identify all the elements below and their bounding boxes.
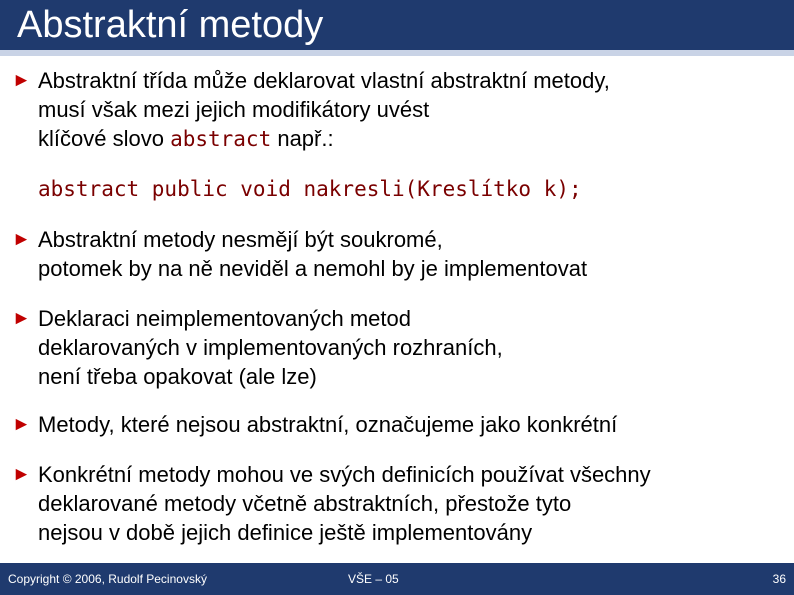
bullet-3-line-3: není třeba opakovat (ale lze) bbox=[38, 364, 317, 389]
title-underline bbox=[0, 50, 794, 56]
bullet-arrow-icon: ► bbox=[12, 464, 31, 485]
bullet-5 bbox=[12, 460, 787, 550]
bullet-1-line-1: Abstraktní třída může deklarovat vlastní abstraktní metody, bbox=[38, 68, 610, 93]
page-number: 36 bbox=[772, 572, 786, 586]
bullet-1-line-3-prefix: klíčové slovo bbox=[38, 126, 171, 151]
bullet-4 bbox=[12, 410, 787, 440]
slide-title: Abstraktní metody bbox=[17, 4, 324, 46]
bullet-2-text bbox=[38, 225, 788, 283]
bullet-2 bbox=[12, 225, 787, 285]
bullet-3 bbox=[12, 304, 787, 394]
bullet-1-line-2: musí však mezi jejich modifikátory uvést bbox=[38, 97, 430, 122]
bullet-arrow-icon: ► bbox=[12, 414, 31, 435]
footer-center: VŠE – 05 bbox=[348, 572, 399, 586]
bullet-1-line-3-suffix: např.: bbox=[271, 126, 334, 151]
bullet-5-line-2: deklarované metody včetně abstraktních, přestože tyto bbox=[38, 491, 572, 516]
footer-bar bbox=[0, 563, 794, 595]
bullet-arrow-icon: ► bbox=[12, 70, 31, 91]
bullet-1 bbox=[12, 66, 787, 156]
bullet-5-text bbox=[38, 460, 788, 547]
bullet-3-text bbox=[38, 304, 788, 391]
bullet-3-line-2: deklarovaných v implementovaných rozhraních, bbox=[38, 335, 503, 360]
code-example: abstract public void nakresli(Kreslítko k); bbox=[38, 177, 582, 201]
bullet-5-line-3: nejsou v době jejich definice ještě implementovány bbox=[38, 520, 533, 545]
bullet-4-line-1: Metody, které nejsou abstraktní, označujeme jako konkrétní bbox=[38, 412, 618, 437]
bullet-2-line-1: Abstraktní metody nesmějí být soukromé, bbox=[38, 227, 443, 252]
bullet-1-line-3 bbox=[38, 124, 788, 154]
bullet-2-line-2: potomek by na ně neviděl a nemohl by je implementovat bbox=[38, 256, 588, 281]
bullet-3-line-1: Deklaraci neimplementovaných metod bbox=[38, 306, 411, 331]
abstract-keyword: abstract bbox=[170, 127, 272, 151]
bullet-arrow-icon: ► bbox=[12, 229, 31, 250]
footer-copyright: Copyright © 2006, Rudolf Pecinovský bbox=[8, 572, 207, 586]
bullet-arrow-icon: ► bbox=[12, 308, 31, 329]
bullet-4-text bbox=[38, 410, 788, 439]
bullet-5-line-1: Konkrétní metody mohou ve svých definicích používat všechny bbox=[38, 462, 651, 487]
title-bar bbox=[0, 0, 794, 50]
bullet-1-text bbox=[38, 66, 788, 154]
